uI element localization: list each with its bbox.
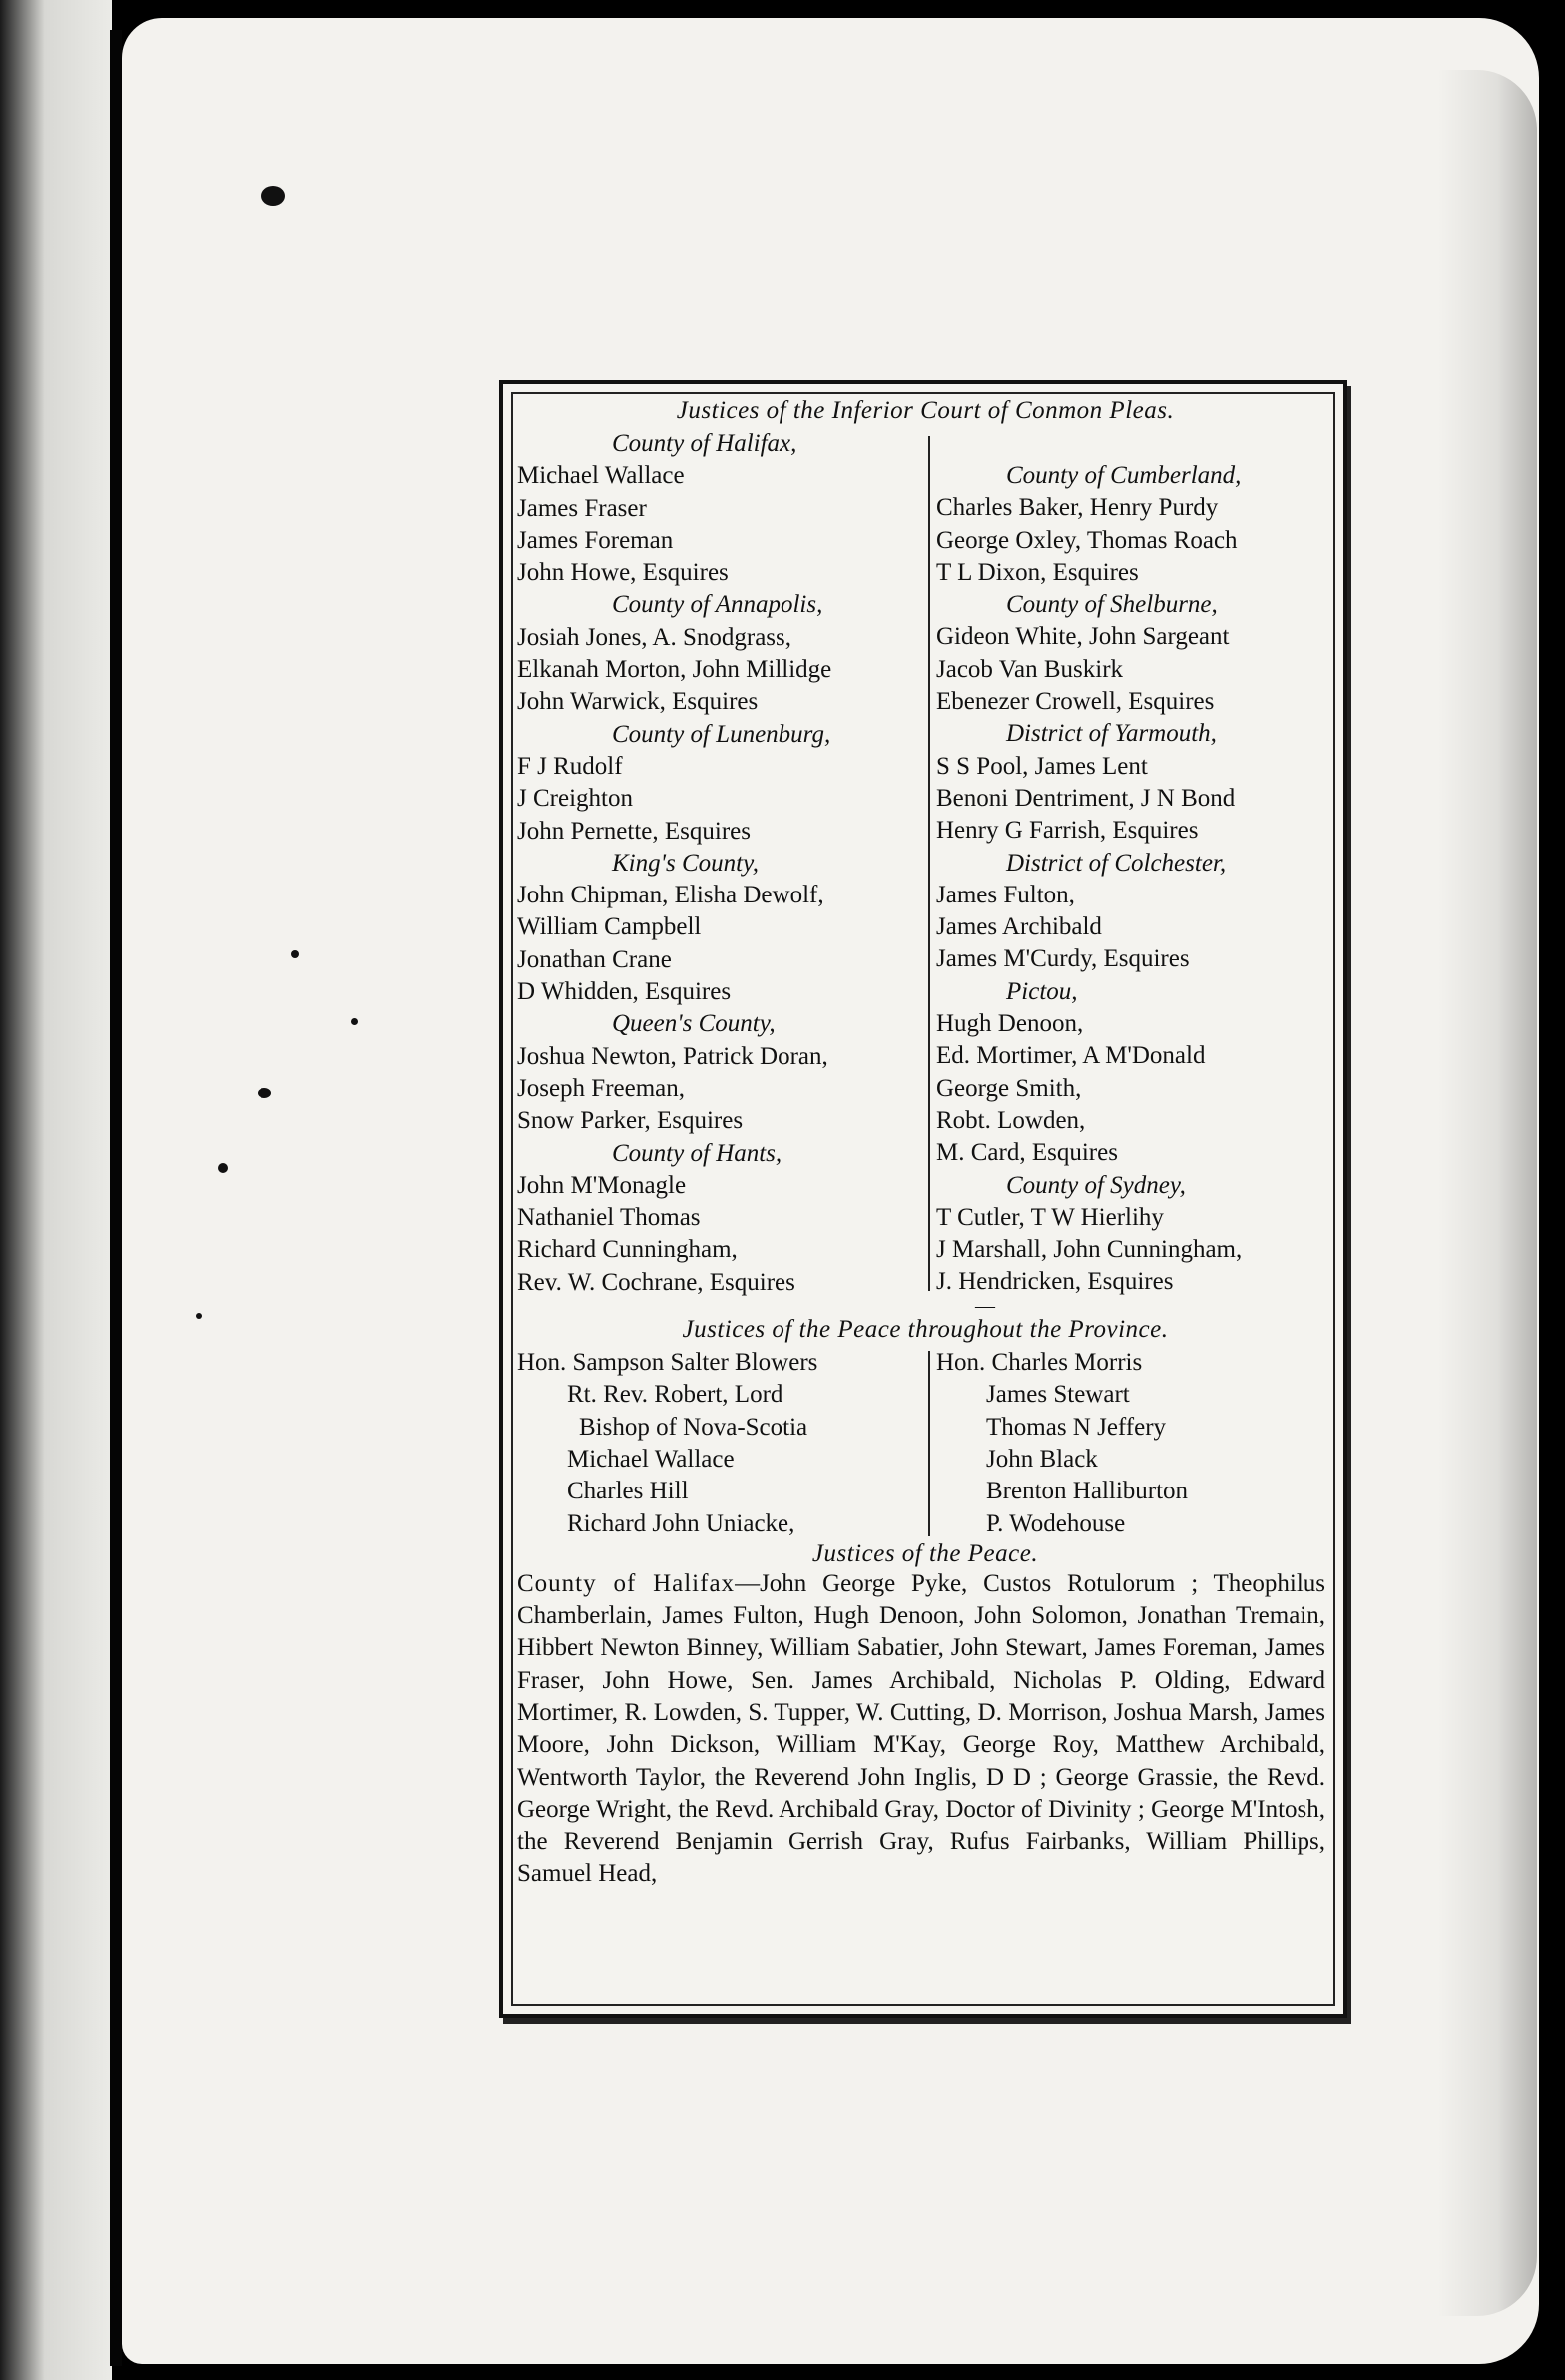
justice-name-line: Ebenezer Crowell, Esquires bbox=[936, 688, 1215, 716]
justice-name-line: Jacob Van Buskirk bbox=[936, 655, 1124, 683]
section-title-peace-province: Justices of the Peace throughout the Province. bbox=[682, 1316, 1169, 1344]
peace-justice-line: Charles Hill bbox=[567, 1478, 689, 1505]
county-heading: County of Halifax, bbox=[612, 430, 797, 457]
peace-justice-line: Brenton Halliburton bbox=[986, 1478, 1189, 1505]
justice-name-line: Richard Cunningham, bbox=[517, 1236, 738, 1264]
two-column-list bbox=[517, 428, 1333, 1299]
justice-name-line: S S Pool, James Lent bbox=[936, 752, 1148, 780]
list-content bbox=[517, 394, 1333, 1891]
county-heading: County of Sydney, bbox=[1006, 1171, 1186, 1199]
justice-name-line: Gideon White, John Sargeant bbox=[936, 623, 1230, 651]
justice-name-line: Ed. Mortimer, A M'Donald bbox=[936, 1042, 1206, 1070]
ink-spot bbox=[196, 1313, 202, 1319]
justice-name-line: John M'Monagle bbox=[517, 1171, 687, 1199]
justice-name-line: George Smith, bbox=[936, 1074, 1082, 1102]
justice-name-line: William Campbell bbox=[517, 913, 702, 941]
justice-name-line: Rev. W. Cochrane, Esquires bbox=[517, 1268, 795, 1296]
ink-spot bbox=[291, 950, 299, 958]
justice-name-line: Charles Baker, Henry Purdy bbox=[936, 494, 1219, 522]
justice-name-line: James M'Curdy, Esquires bbox=[936, 945, 1190, 973]
peace-justice-line: P. Wodehouse bbox=[986, 1509, 1126, 1537]
peace-right-column bbox=[914, 1347, 1333, 1540]
county-heading: County of Shelburne, bbox=[1006, 591, 1218, 619]
justice-name-line: Nathaniel Thomas bbox=[517, 1204, 701, 1232]
facing-page-edge bbox=[0, 0, 112, 2380]
separator-dash: — bbox=[975, 1295, 995, 1318]
justice-name-line: T L Dixon, Esquires bbox=[936, 558, 1139, 586]
ink-spot bbox=[258, 1088, 271, 1098]
justice-name-line: M. Card, Esquires bbox=[936, 1139, 1118, 1167]
justice-name-line: F J Rudolf bbox=[517, 752, 623, 780]
ink-spot bbox=[351, 1018, 358, 1025]
printed-list-frame bbox=[499, 380, 1347, 2018]
page-curl-shadow bbox=[1437, 70, 1537, 2316]
justice-name-line: Elkanah Morton, John Millidge bbox=[517, 656, 832, 684]
justice-name-line: T Cutler, T W Hierlihy bbox=[936, 1203, 1164, 1231]
justice-name-line: John Pernette, Esquires bbox=[517, 817, 751, 845]
peace-justice-line: Hon. Sampson Salter Blowers bbox=[517, 1349, 818, 1377]
peace-justice-line: Richard John Uniacke, bbox=[567, 1509, 795, 1537]
peace-justice-line: James Stewart bbox=[986, 1381, 1130, 1409]
justice-name-line: Josiah Jones, A. Snodgrass, bbox=[517, 623, 792, 651]
peace-justice-line: Michael Wallace bbox=[567, 1445, 735, 1473]
justice-name-line: Snow Parker, Esquires bbox=[517, 1107, 744, 1135]
section-title-inferior-court: Justices of the Inferior Court of Conmon Pleas. bbox=[676, 397, 1175, 424]
justice-name-line: Jonathan Crane bbox=[517, 945, 672, 973]
peace-two-column-list bbox=[517, 1347, 1333, 1540]
peace-justice-line: Bishop of Nova-Scotia bbox=[579, 1413, 808, 1441]
justice-name-line: Joseph Freeman, bbox=[517, 1074, 686, 1102]
justice-name-line: John Chipman, Elisha Dewolf, bbox=[517, 882, 824, 909]
justice-name-line: J Creighton bbox=[517, 785, 633, 813]
justice-name-line: Michael Wallace bbox=[517, 462, 685, 490]
justice-name-line: Benoni Dentriment, J N Bond bbox=[936, 784, 1236, 812]
justice-name-line: James Foreman bbox=[517, 526, 674, 554]
justice-name-line: James Fraser bbox=[517, 494, 647, 522]
justice-name-line: J Marshall, John Cunningham, bbox=[936, 1236, 1243, 1264]
justice-name-line: George Oxley, Thomas Roach bbox=[936, 526, 1238, 554]
justice-name-line: John Warwick, Esquires bbox=[517, 688, 759, 716]
section-title-peace: Justices of the Peace. bbox=[811, 1539, 1039, 1567]
county-heading: County of Hants, bbox=[612, 1139, 782, 1167]
paragraph-text: —John George Pyke, Custos Rotulorum ; Theophilus Chamberlain, James Fulton, Hugh Denoon, John Solomon, Jonathan Tremain, Hibbert Newton Binney, William Sabatier, John Stewart, James Foreman, James Fraser, John Howe, Sen. James Archibald, Nicholas P. Olding, Edward Mortimer, R. Lowden, S. Tupper, W. Cutting, D. Morrison, Joshua Marsh, James Moore, John Dickson, William M'Kay, George Roy, Matthew Archibald, Wentworth Taylor, the Reverend John Inglis, D D ; George Grassie, the Revd. George Wright, the Revd. Archibald Gray, Doctor of Divinity ; George M'Intosh, the Reverend Benjamin Gerrish Gray, Rufus Fairbanks, William Phillips, Samuel Head, bbox=[517, 1569, 1325, 1888]
halifax-justices-paragraph bbox=[517, 1568, 1333, 1891]
county-heading: Queen's County, bbox=[612, 1010, 776, 1038]
justice-name-line: John Howe, Esquires bbox=[517, 559, 729, 587]
county-heading: County of Lunenburg, bbox=[612, 720, 831, 748]
right-column bbox=[914, 428, 1333, 1299]
county-heading: Pictou, bbox=[1006, 977, 1078, 1005]
ink-spot bbox=[218, 1163, 228, 1173]
justice-name-line: James Archibald bbox=[936, 913, 1102, 941]
justice-name-line: Henry G Farrish, Esquires bbox=[936, 817, 1199, 845]
justice-name-line: J. Hendricken, Esquires bbox=[936, 1268, 1174, 1296]
peace-left-column bbox=[517, 1347, 914, 1540]
justice-name-line: Robt. Lowden, bbox=[936, 1106, 1086, 1134]
justice-name-line: Hugh Denoon, bbox=[936, 1010, 1084, 1038]
justice-name-line: James Fulton, bbox=[936, 881, 1075, 908]
peace-justice-line: Thomas N Jeffery bbox=[986, 1413, 1167, 1441]
county-heading: District of Yarmouth, bbox=[1006, 720, 1217, 748]
county-heading: County of Annapolis, bbox=[612, 591, 823, 619]
ink-spot bbox=[261, 186, 285, 206]
peace-justice-line: Rt. Rev. Robert, Lord bbox=[567, 1381, 783, 1409]
justice-name-line: D Whidden, Esquires bbox=[517, 978, 732, 1006]
county-heading: District of Colchester, bbox=[1006, 849, 1227, 877]
left-column bbox=[517, 428, 914, 1299]
county-lead: County of Halifax bbox=[517, 1569, 736, 1597]
county-heading: King's County, bbox=[612, 849, 760, 877]
book-gutter bbox=[110, 30, 122, 2366]
justice-name-line: Joshua Newton, Patrick Doran, bbox=[517, 1042, 828, 1070]
peace-justice-line: Hon. Charles Morris bbox=[936, 1349, 1143, 1377]
peace-justice-line: John Black bbox=[986, 1445, 1098, 1473]
county-heading: County of Cumberland, bbox=[1006, 462, 1242, 489]
